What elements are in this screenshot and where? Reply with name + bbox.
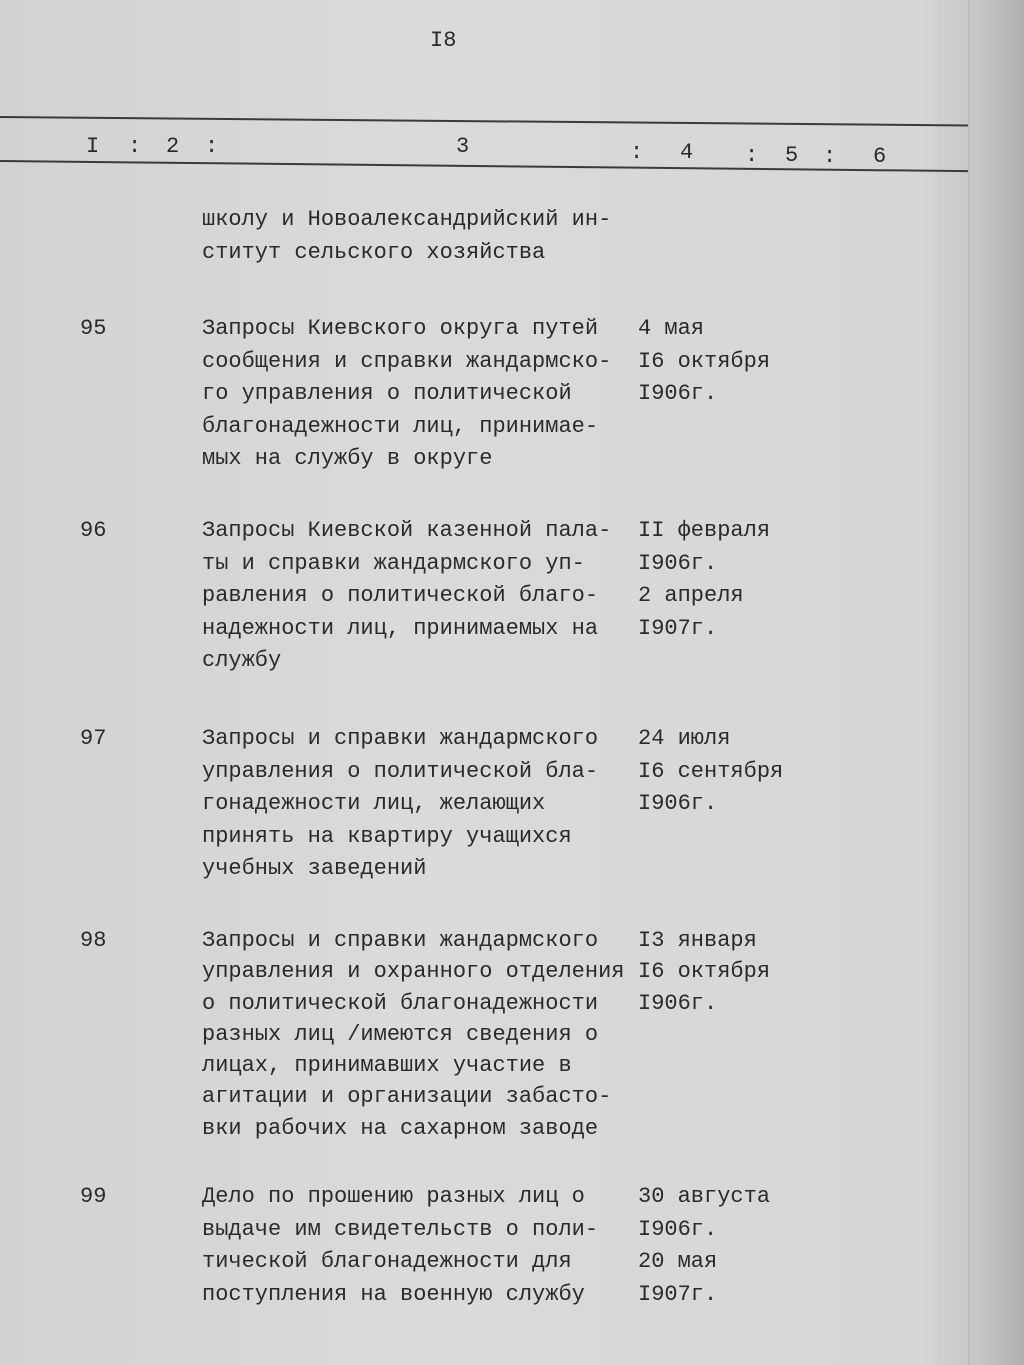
text-line: вки рабочих на сахарном заводе bbox=[202, 1115, 599, 1141]
text-line: выдаче им свидетельств о поли- bbox=[202, 1216, 599, 1242]
date-line: 24 июля bbox=[638, 726, 731, 751]
text-line: го управления о политической bbox=[202, 381, 572, 406]
text-line: надежности лиц, принимаемых на bbox=[202, 615, 599, 641]
date-line: II февраля bbox=[638, 518, 771, 543]
col-header-5: 5 bbox=[785, 143, 799, 168]
entry-number: 97 bbox=[80, 726, 107, 751]
date-line: 2 апреля bbox=[638, 583, 744, 608]
col-sep: : bbox=[205, 134, 219, 159]
date-line: I906г. bbox=[638, 550, 718, 576]
col-sep: : bbox=[745, 143, 759, 168]
entry-description bbox=[202, 925, 624, 1144]
col-header-2: 2 bbox=[166, 134, 180, 159]
text-line: ститут сельского хозяйства bbox=[202, 239, 546, 265]
entry-dates bbox=[638, 313, 770, 411]
text-line: лицах, принимавших участие в bbox=[202, 1053, 572, 1079]
text-line: равления о политической благо- bbox=[202, 583, 599, 608]
date-line: I907г. bbox=[638, 615, 718, 641]
col-sep: : bbox=[823, 144, 837, 169]
entry-description bbox=[202, 1181, 598, 1311]
entry-description bbox=[202, 204, 611, 269]
date-line: I3 января bbox=[638, 928, 757, 953]
col-header-6: 6 bbox=[873, 144, 887, 169]
text-line: управления и охранного отделения bbox=[202, 959, 625, 985]
entry-description bbox=[202, 313, 611, 476]
entry-dates bbox=[638, 515, 770, 645]
text-line: ты и справки жандармского уп- bbox=[202, 550, 585, 576]
date-line: I906г. bbox=[638, 990, 718, 1016]
text-line: агитации и организации забасто- bbox=[202, 1084, 612, 1110]
text-line: Запросы и справки жандармского bbox=[202, 726, 599, 751]
date-line: 20 мая bbox=[638, 1249, 718, 1274]
entry-description bbox=[202, 515, 611, 678]
entry-dates bbox=[638, 1181, 770, 1311]
col-sep: : bbox=[128, 134, 142, 159]
col-header-1: I bbox=[86, 134, 100, 159]
text-line: Запросы Киевского округа путей bbox=[202, 316, 599, 341]
entry-dates bbox=[638, 723, 783, 821]
col-sep: : bbox=[630, 140, 644, 165]
text-line: о политической благонадежности bbox=[202, 990, 599, 1016]
text-line: Запросы Киевской казенной пала- bbox=[202, 518, 612, 543]
text-line: сообщения и справки жандармско- bbox=[202, 348, 612, 374]
text-line: учебных заведений bbox=[202, 856, 427, 881]
text-line: Запросы и справки жандармского bbox=[202, 928, 599, 953]
text-line: мых на службу в округе bbox=[202, 446, 493, 471]
entry-description bbox=[202, 723, 598, 886]
date-line: I906г. bbox=[638, 1216, 718, 1242]
page-edge bbox=[968, 0, 970, 1365]
date-line: I906г. bbox=[638, 791, 718, 816]
date-line: I906г. bbox=[638, 381, 718, 406]
date-line: 30 августа bbox=[638, 1184, 771, 1209]
date-line: I6 октября bbox=[638, 348, 771, 374]
text-line: управления о политической бла- bbox=[202, 758, 599, 784]
date-line: I6 сентября bbox=[638, 758, 784, 784]
text-line: Дело по прошению разных лиц о bbox=[202, 1184, 585, 1209]
entry-number: 95 bbox=[80, 316, 107, 341]
date-line: I6 октября bbox=[638, 959, 771, 985]
header-top-rule bbox=[0, 116, 968, 126]
col-header-3: 3 bbox=[456, 134, 470, 159]
date-line: 4 мая bbox=[638, 316, 705, 341]
date-line: I907г. bbox=[638, 1281, 718, 1307]
entry-number: 99 bbox=[80, 1184, 107, 1209]
text-line: школу и Новоалександрийский ин- bbox=[202, 207, 612, 232]
page-number: I8 bbox=[430, 28, 457, 53]
entry-number: 96 bbox=[80, 518, 107, 543]
text-line: благонадежности лиц, принимае- bbox=[202, 413, 599, 439]
entry-number: 98 bbox=[80, 928, 107, 953]
text-line: службу bbox=[202, 648, 282, 673]
text-line: принять на квартиру учащихся bbox=[202, 823, 572, 849]
text-line: разных лиц /имеются сведения о bbox=[202, 1021, 599, 1047]
text-line: гонадежности лиц, желающих bbox=[202, 791, 546, 816]
text-line: поступления на военную службу bbox=[202, 1281, 585, 1307]
col-header-4: 4 bbox=[680, 140, 694, 165]
entry-dates bbox=[638, 925, 770, 1019]
text-line: тической благонадежности для bbox=[202, 1249, 572, 1274]
